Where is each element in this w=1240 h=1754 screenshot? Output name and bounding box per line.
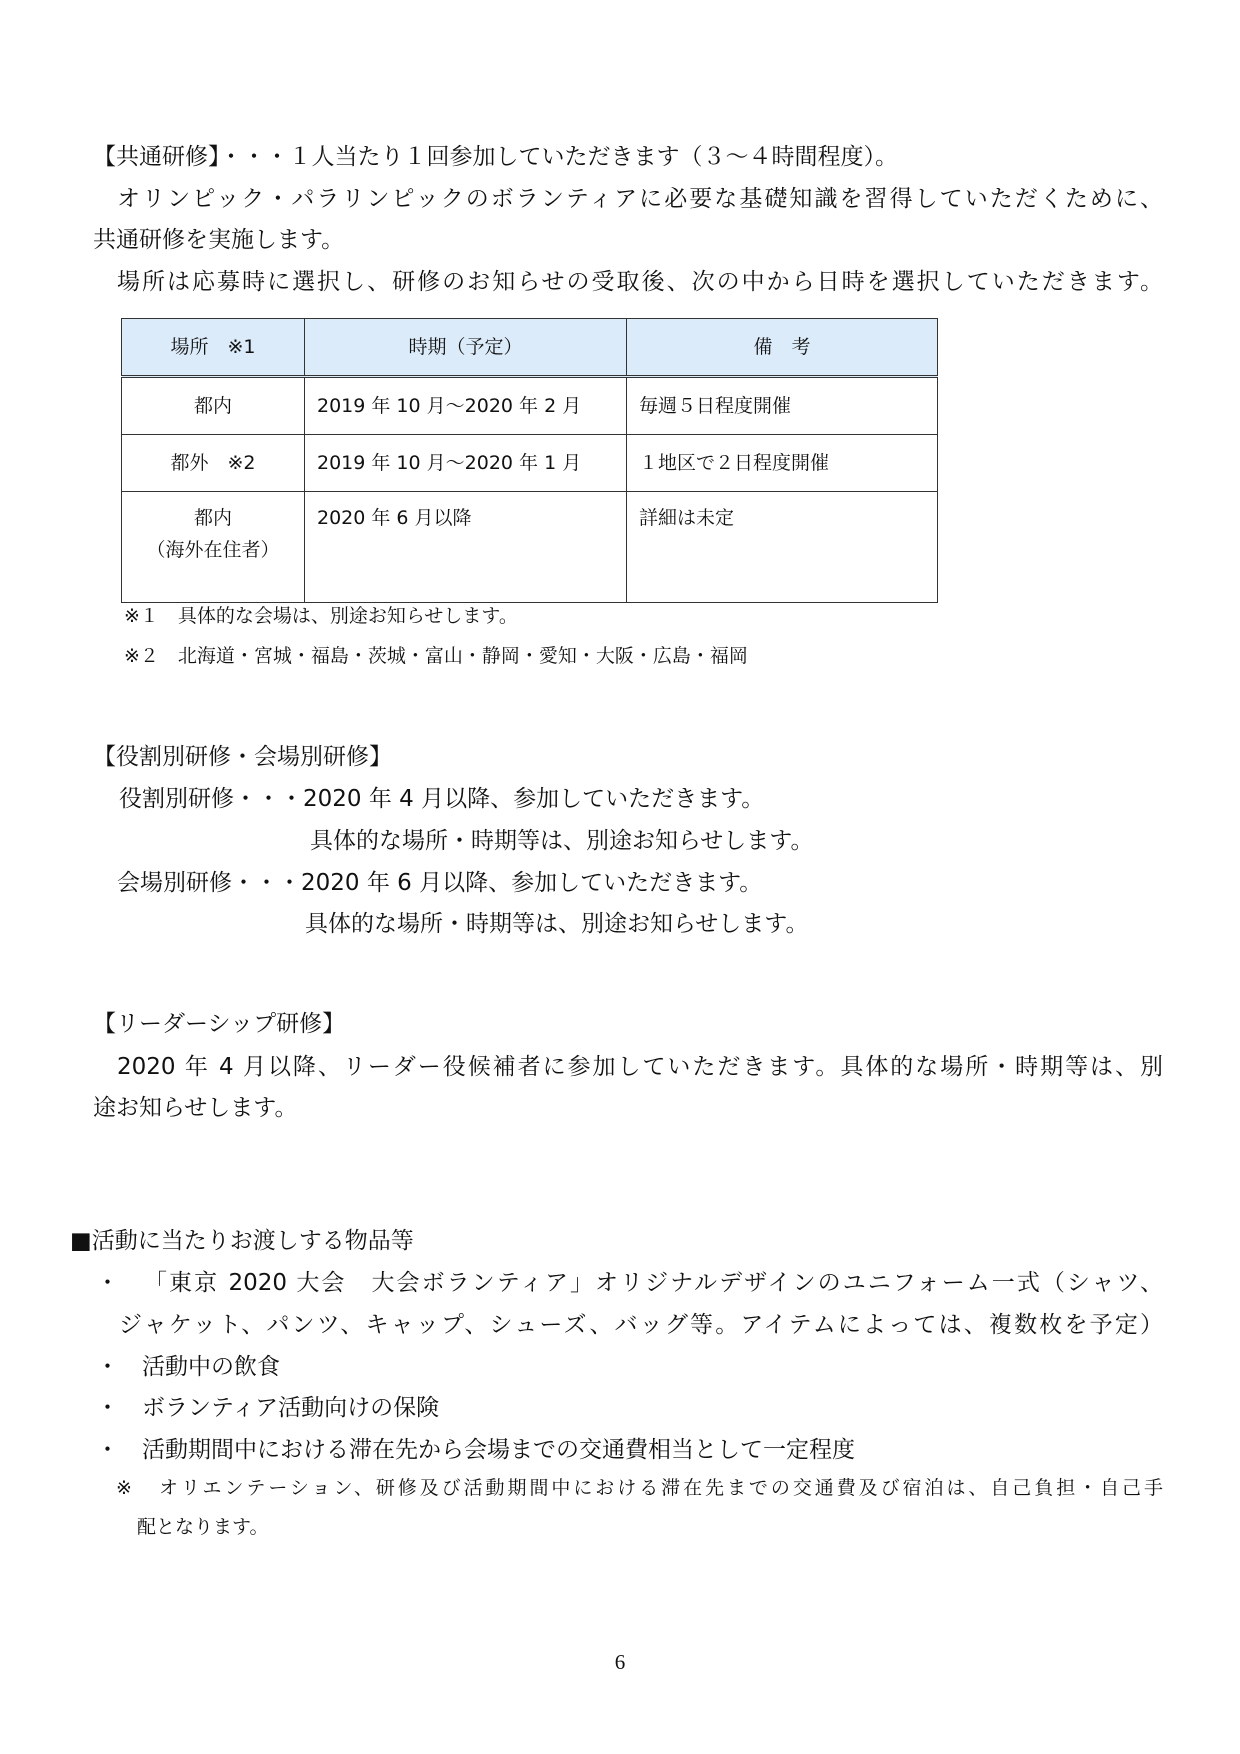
cell-place-sub: （海外在住者） bbox=[146, 539, 280, 561]
leader-line1: 2020 年 4 月以降、リーダー役候補者に参加していただきます。具体的な場所・時期等は、別 bbox=[117, 1054, 1163, 1080]
table-row bbox=[122, 377, 938, 435]
leader-heading: 【リーダーシップ研修】 bbox=[93, 1011, 346, 1037]
cell-period: 2019 年 10 月～2020 年 2 月 bbox=[305, 377, 627, 435]
common-para1-line1: オリンピック・パラリンピックのボランティアに必要な基礎知識を習得していただくために、 bbox=[117, 186, 1163, 212]
item-1-line1: 「東京 2020 大会 大会ボランティア」オリジナルデザインのユニフォーム一式（シャツ、 bbox=[144, 1270, 1163, 1296]
schedule-table bbox=[121, 318, 938, 603]
venue-line2: 具体的な場所・時期等は、別途お知らせします。 bbox=[305, 911, 809, 937]
table-row bbox=[122, 435, 938, 492]
cell-place bbox=[122, 492, 305, 603]
role-heading: 【役割別研修・会場別研修】 bbox=[93, 744, 392, 770]
items-note-mark: ※ bbox=[116, 1477, 132, 1499]
leader-line2: 途お知らせします。 bbox=[93, 1095, 298, 1121]
cell-period: 2020 年 6 月以降 bbox=[305, 492, 627, 603]
table-note-2: ※２ 北海道・宮城・福島・茨城・富山・静岡・愛知・大阪・広島・福岡 bbox=[124, 645, 748, 667]
header-note: 備 考 bbox=[627, 319, 938, 377]
common-heading: 【共通研修】・・・１人当たり１回参加していただきます（３～４時間程度）。 bbox=[93, 144, 898, 170]
cell-note: １地区で２日程度開催 bbox=[627, 435, 938, 492]
item-3: ボランティア活動向けの保険 bbox=[142, 1395, 440, 1421]
venue-line1: 会場別研修・・・2020 年 6 月以降、参加していただきます。 bbox=[117, 870, 763, 896]
bullet-icon: ・ bbox=[96, 1270, 119, 1296]
item-1-line2: ジャケット、パンツ、キャップ、シューズ、バッグ等。アイテムによっては、複数枚を予定） bbox=[119, 1312, 1163, 1338]
items-note-line2: 配となります。 bbox=[137, 1516, 269, 1538]
role-line2: 具体的な場所・時期等は、別途お知らせします。 bbox=[310, 828, 814, 854]
cell-place: 都外 ※2 bbox=[122, 435, 305, 492]
page-number: 6 bbox=[614, 1650, 626, 1674]
table-header-row bbox=[122, 319, 938, 377]
table-row bbox=[122, 492, 938, 603]
bullet-icon: ・ bbox=[96, 1437, 119, 1463]
cell-place-main: 都内 bbox=[193, 507, 232, 529]
table-note-1: ※１ 具体的な会場は、別途お知らせします。 bbox=[124, 605, 518, 627]
cell-note: 毎週５日程度開催 bbox=[627, 377, 938, 435]
header-place: 場所 ※1 bbox=[122, 319, 305, 377]
items-heading: ■活動に当たりお渡しする物品等 bbox=[70, 1228, 414, 1254]
cell-note: 詳細は未定 bbox=[627, 492, 938, 603]
common-para2: 場所は応募時に選択し、研修のお知らせの受取後、次の中から日時を選択していただきます。 bbox=[117, 269, 1163, 295]
bullet-icon: ・ bbox=[96, 1395, 119, 1421]
item-4: 活動期間中における滞在先から会場までの交通費相当として一定程度 bbox=[142, 1437, 855, 1463]
common-para1-line2: 共通研修を実施します。 bbox=[93, 227, 345, 253]
role-line1: 役割別研修・・・2020 年 4 月以降、参加していただきます。 bbox=[119, 786, 765, 812]
cell-place: 都内 bbox=[122, 377, 305, 435]
header-period: 時期（予定） bbox=[305, 319, 627, 377]
items-note-line1: オリエンテーション、研修及び活動期間中における滞在先までの交通費及び宿泊は、自己負担・自己手 bbox=[159, 1477, 1163, 1499]
cell-period: 2019 年 10 月～2020 年 1 月 bbox=[305, 435, 627, 492]
item-2: 活動中の飲食 bbox=[142, 1354, 280, 1380]
bullet-icon: ・ bbox=[96, 1354, 119, 1380]
